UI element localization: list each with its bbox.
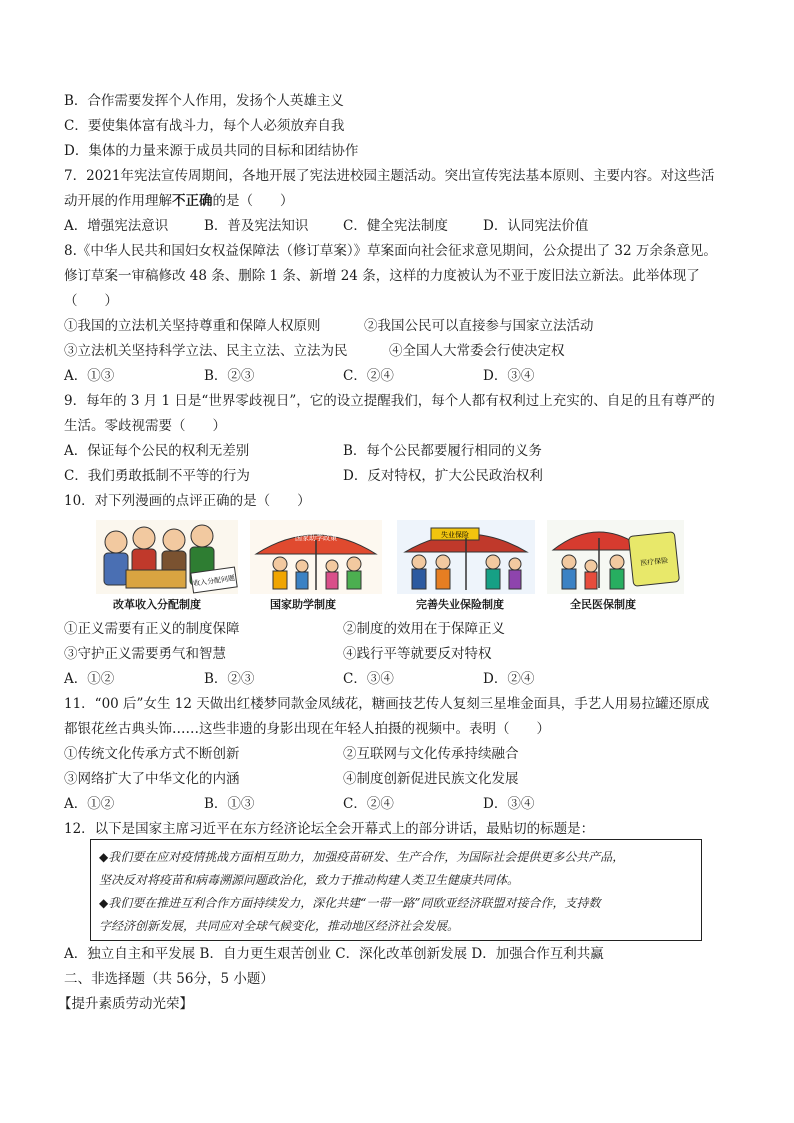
q11-option-c: C．②④ bbox=[343, 796, 394, 812]
speech-line-4: 字经济创新发展，共同应对全球气候变化，推动地区经济社会发展。 bbox=[99, 919, 460, 933]
q8-statement-1: ①我国的立法机关坚持尊重和保障人权原则 bbox=[64, 318, 321, 334]
cartoon-medical-insurance-image bbox=[547, 520, 684, 594]
q8-statement-4: ④全国人大常委会行使决定权 bbox=[389, 343, 565, 359]
speech-line-2: 坚决反对将疫苗和病毒溯源问题政治化，致力于推动构建人类卫生健康共同体。 bbox=[99, 873, 520, 887]
q8-option-b: B．②③ bbox=[204, 368, 255, 384]
q12-options: A．独立自主和平发展 B．自力更生艰苦创业 C．深化改革创新发展 D．加强合作互利共赢 bbox=[64, 946, 604, 962]
section-2-heading: 二、非选择题（共 56分，5 小题） bbox=[64, 971, 274, 987]
caption-unemployment-insurance: 完善失业保险制度 bbox=[416, 598, 504, 611]
cartoon-4-label: 医疗保险 bbox=[639, 556, 669, 568]
q8-stem-line3: （ ） bbox=[64, 293, 118, 309]
caption-medical-insurance: 全民医保制度 bbox=[570, 598, 636, 611]
q9-stem-line1: 9．每年的 3 月 1 日是“世界零歧视日”，它的设立提醒我们，每个人都有权利过上充实的、自足的且有尊严的 bbox=[64, 393, 715, 409]
q7-stem-post: 的是（ ） bbox=[212, 193, 294, 209]
q9-option-c: C．我们勇敢抵制不平等的行为 bbox=[64, 468, 250, 484]
q8-option-d: D．③④ bbox=[483, 368, 535, 384]
q8-statement-3: ③立法机关坚持科学立法、民主立法、立法为民 bbox=[64, 343, 348, 359]
q8-statement-2: ②我国公民可以直接参与国家立法活动 bbox=[364, 318, 594, 334]
cartoon-unemployment-insurance-image bbox=[397, 520, 535, 594]
cartoon-income-distribution-image bbox=[96, 520, 238, 594]
caption-student-aid: 国家助学制度 bbox=[270, 598, 336, 611]
cartoon-3-label: 失业保险 bbox=[441, 531, 469, 539]
q8-option-c: C．②④ bbox=[343, 368, 394, 384]
q7-stem-line1: 7．2021年宪法宣传周期间，各地开展了宪法进校园主题活动。突出宣传宪法基本原则、主要内容。对这些活 bbox=[64, 168, 715, 184]
q11-option-b: B．①③ bbox=[204, 796, 255, 812]
q8-stem-line2: 修订草案一审稿修改 48 条、删除 1 条、新增 24 条，这样的力度被认为不亚于废旧法立新法。此举体现了 bbox=[64, 268, 700, 284]
q10-stem: 10．对下列漫画的点评正确的是（ ） bbox=[64, 493, 311, 509]
speech-excerpt-box bbox=[90, 839, 702, 941]
q8-stem-line1: 8.《中华人民共和国妇女权益保障法（修订草案）》草案面向社会征求意见期间，公众提出了 32 万余条意见。 bbox=[64, 243, 717, 259]
q10-statement-3: ③守护正义需要勇气和智慧 bbox=[64, 646, 226, 662]
q11-statement-1: ①传统文化传承方式不断创新 bbox=[64, 746, 240, 762]
q7-stem-pre: 动开展的作用理解 bbox=[64, 193, 172, 209]
q10-statement-2: ②制度的效用在于保障正义 bbox=[343, 621, 505, 637]
q6-option-b: B．合作需要发挥个人作用，发扬个人英雄主义 bbox=[64, 93, 344, 109]
q10-statement-4: ④践行平等就要反对特权 bbox=[343, 646, 492, 662]
q11-statement-4: ④制度创新促进民族文化发展 bbox=[343, 771, 519, 787]
q7-stem-emphasis: 不正确 bbox=[172, 193, 213, 209]
q10-option-a: A．①② bbox=[64, 671, 115, 687]
q8-option-a: A．①③ bbox=[64, 368, 115, 384]
q9-option-a: A．保证每个公民的权利无差别 bbox=[64, 443, 250, 459]
q7-option-a: A．增强宪法意识 bbox=[64, 218, 169, 234]
cartoon-2-label: 国家助学政策 bbox=[295, 534, 337, 542]
q10-option-b: B．②③ bbox=[204, 671, 255, 687]
speech-line-1: ◆我们要在应对疫情挑战方面相互助力，加强疫苗研发、生产合作，为国际社会提供更多公共产品， bbox=[99, 850, 625, 864]
q7-option-c: C．健全宪法制度 bbox=[343, 218, 448, 234]
q9-stem-line2: 生活。零歧视需要（ ） bbox=[64, 418, 226, 434]
speech-line-3: ◆我们要在推进互利合作方面持续发力，深化共建“一带一路”同欧亚经济联盟对接合作，支持数 bbox=[99, 896, 601, 910]
q10-option-c: C．③④ bbox=[343, 671, 394, 687]
q6-option-d: D．集体的力量来源于成员共同的目标和团结协作 bbox=[64, 143, 359, 159]
q11-stem-line1: 11．“00 后”女生 12 天做出红楼梦同款金凤绒花，糖画技艺传人复刻三星堆金面具，手艺人用易拉罐还原成 bbox=[64, 696, 710, 712]
q7-option-b: B．普及宪法知识 bbox=[204, 218, 309, 234]
q6-option-c: C．要使集体富有战斗力，每个人必须放弃自我 bbox=[64, 118, 345, 134]
q10-option-d: D．②④ bbox=[483, 671, 535, 687]
q7-option-d: D．认同宪法价值 bbox=[483, 218, 589, 234]
q11-option-d: D．③④ bbox=[483, 796, 535, 812]
q7-stem-line2 bbox=[64, 191, 294, 211]
section-tag: 【提升素质劳动光荣】 bbox=[58, 996, 193, 1012]
q11-option-a: A．①② bbox=[64, 796, 115, 812]
q12-stem: 12．以下是国家主席习近平在东方经济论坛全会开幕式上的部分讲话，最贴切的标题是： bbox=[64, 821, 595, 837]
q11-statement-2: ②互联网与文化传承持续融合 bbox=[343, 746, 519, 762]
q11-stem-line2: 都银花丝古典头饰……这些非遗的身影出现在年轻人拍摄的视频中。表明（ ） bbox=[64, 721, 550, 737]
caption-income-distribution: 改革收入分配制度 bbox=[113, 598, 201, 611]
q9-option-b: B．每个公民都要履行相同的义务 bbox=[343, 443, 542, 459]
q9-option-d: D．反对特权，扩大公民政治权利 bbox=[343, 468, 543, 484]
q10-statement-1: ①正义需要有正义的制度保障 bbox=[64, 621, 240, 637]
cartoon-student-aid-image bbox=[250, 520, 382, 594]
q11-statement-3: ③网络扩大了中华文化的内涵 bbox=[64, 771, 240, 787]
cartoon-1-label: 收入分配问题 bbox=[192, 574, 236, 588]
